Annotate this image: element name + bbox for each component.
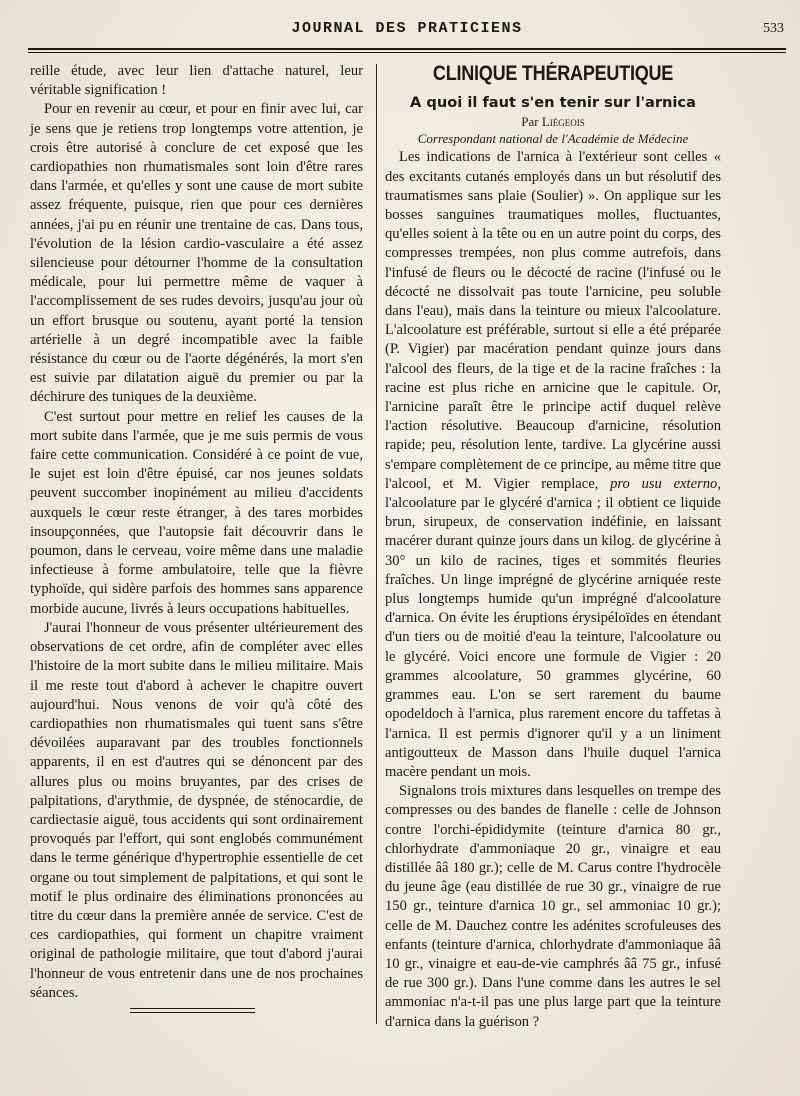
author-name: Liégeois <box>541 114 585 130</box>
section-title: CLINIQUE THÉRAPEUTIQUE <box>432 62 674 85</box>
latin-phrase: pro usu externo, <box>610 475 721 492</box>
article-title: A quoi il faut s'en tenir sur l'arnica <box>410 94 696 112</box>
running-head <box>28 14 786 44</box>
author-affiliation: Correspondant national de l'Académie de Médecine <box>417 131 689 147</box>
header-rule <box>28 48 786 53</box>
column-divider <box>376 64 377 1024</box>
right-column <box>385 62 721 1032</box>
byline <box>385 113 721 130</box>
paragraph: Pour en revenir au cœur, et pour en finir avec lui, car je sens que je retiens trop longtemps votre attention, je crois être autorisé à conclure de cet exposé que les cardiopathies non rhumatismales sont loin d'être rares dans l'armée, et qu'elles y sont une cause de mort subite assez fréquente, puisque, rien que pour ces dernières années, j'ai pu en réunir une trentaine de cas. Dans tous, l'évolution de la lésion cardio-vasculaire a été assez silencieuse pour détourner l'homme de la consultation médicale, pour lui permettre même de vaquer à l'accomplissement de ses rudes devoirs, jusqu'au jour où un effort brusque ou soutenu, ayant porté la tension artérielle à un degré incompatible avec la faible résistance du cœur ou de l'aorte dégénérés, la mort s'en est suivie par dilatation aiguë du premier ou par la déchirure des tuniques de la deuxième. <box>30 101 363 406</box>
byline-prefix: Par <box>521 114 539 130</box>
paragraph-text: Les indications de l'arnica à l'extérieur sont celles « des excitants cutanés employés dans un but résolutif des traumatismes sans plaie (Soulier) ». On applique sur les bosses sanguines traumatiques molles, fluctuantes, qu'elles soient à la tête ou en un autre point du corps, des compresses trempées, non plus comme autrefois, dans l'infusé de fleurs ou le décocté de racine (l'infusé ou le décocté ne dissolvait pas toute l'arnicine, peu soluble dans l'eau), mais dans la teinture ou mieux l'alcoolature. L'alcoolature est préférable, surtout si elle a été préparée (P. Vigier) par macération pendant quinze jours dans l'alcool des fleurs, de la tige et de la racine fraîches : la racine est plus riche en arnicine que le capitule. Or, l'arnicine paraît être le principe actif duquel relève l'action résolutive. Beaucoup d'arnicine, résolution rapide; peu, résolution lente, tardive. La glycérine aussi s'empare complètement de ce principe, au même titre que l'alcool, et M. Vigier remplace, <box>385 149 721 492</box>
running-title: JOURNAL DES PRATICIENS <box>291 20 523 37</box>
paragraph: Signalons trois mixtures dans lesquelles on trempe des compresses ou des bandes de flanelle : celle de Johnson contre l'orchi-épididymite (teinture d'arnica 80 gr., chlorhydrate d'ammoniaque 20 gr., vinaigre et eau distillée ââ 180 gr.); celle de M. Carus contre l'hydrocèle du jeune âge (eau distillée de rue 30 gr., vinaigre de rue 150 gr., teinture d'arnica 10 gr., sel ammoniac 10 gr.); celle de M. Dauchez contre les adénites scrofuleuses des enfants (teinture d'arnica, chlorhydrate d'ammoniaque ââ 10 gr., vinaigre et eau-de-vie camphrés ââ 75 gr., infusé de rue 300 gr.). Dans l'une comme dans les autres le sel ammoniac n'a-t-il pas une plus large part que la teinture d'arnica dans la guérison ? <box>385 783 721 1030</box>
paragraph <box>385 148 721 782</box>
paragraph: reille étude, avec leur lien d'attache naturel, leur véritable signification ! <box>30 63 363 99</box>
paragraph-text: l'alcoolature par le glycéré d'arnica ; il obtient ce liquide brun, sirupeux, de conservation indéfinie, en laissant macérer durant quinze jours dans un kilog. de glycérine à 30° un kilo de racines, tiges et sommités fleuries fraîches. Un linge imprégné de glycérine arniquée reste plus longtemps humide qu'un imprégné d'alcoolature d'arnica. On évite les éruptions érysipéloïdes en étendant d'un tiers ou de moitié d'eau la teinture, l'alcoolature ou le glycéré. Voici encore une formule de Vigier : 20 grammes alcoolature, 50 grammes glycérine, 60 grammes eau. L'on se sert rarement du baume opodeldoch à l'arnica, plus rarement encore du taffetas à l'arnica. Il est permis d'ignorer qu'il y a un liniment antigoutteux de Masson dans l'huile duquel l'arnica macère pendant un mois. <box>385 495 721 780</box>
page-number: 533 <box>763 21 784 36</box>
paragraph: J'aurai l'honneur de vous présenter ultérieurement des observations de cet ordre, afin de compléter avec elles l'histoire de la mort subite dans le milieu militaire. Mais il me reste tout d'abord à achever le chapitre ouvert aujourd'hui. Nous venons de voir qu'à côté des cardiopathies non rhumatismales qui tuent sans s'être dévoilées auparavant par des troubles fonctionnels apparents, il en est d'autres qui se dénoncent par des allures plus ou moins bruyantes, par des crises de palpitations, d'arythmie, de dyspnée, de sténocardie, de cardiectasie aiguë, tous accidents qui sont ordinairement provoqués par l'effort, qui sont englobés communément dans le terme générique d'hypertrophie essentielle de cet organe ou tout simplement de palpitations, et qui sont le motif le plus ordinaire des éliminations prononcées au titre du cœur dans la première année de service. C'est de ces cardiopathies, qui forment un chapitre vraiment original de pathologie militaire, que tout d'abord j'aurai l'honneur de vous entretenir dans une de nos prochaines séances. <box>30 619 363 1001</box>
paragraph: C'est surtout pour mettre en relief les causes de la mort subite dans l'armée, que je me suis permis de vous faire cette communication. Considéré à ce point de vue, le sujet est loin d'être épuisé, car nos jeunes soldats peuvent succomber inopinément au milieu d'accidents auxquels le cœur reste étranger, à des tares morbides insoupçonnées, que l'autopsie fait découvrir dans le poumon, dans le cerveau, voire même dans une maladie infectieuse à forme ambulatoire, telle que la fièvre typhoïde, qui sidère parfois des hommes sans apparence morbide aucune, livrés à leurs occupations habituelles. <box>30 408 363 617</box>
end-of-article-rule <box>130 1008 255 1013</box>
left-column <box>30 62 363 1003</box>
